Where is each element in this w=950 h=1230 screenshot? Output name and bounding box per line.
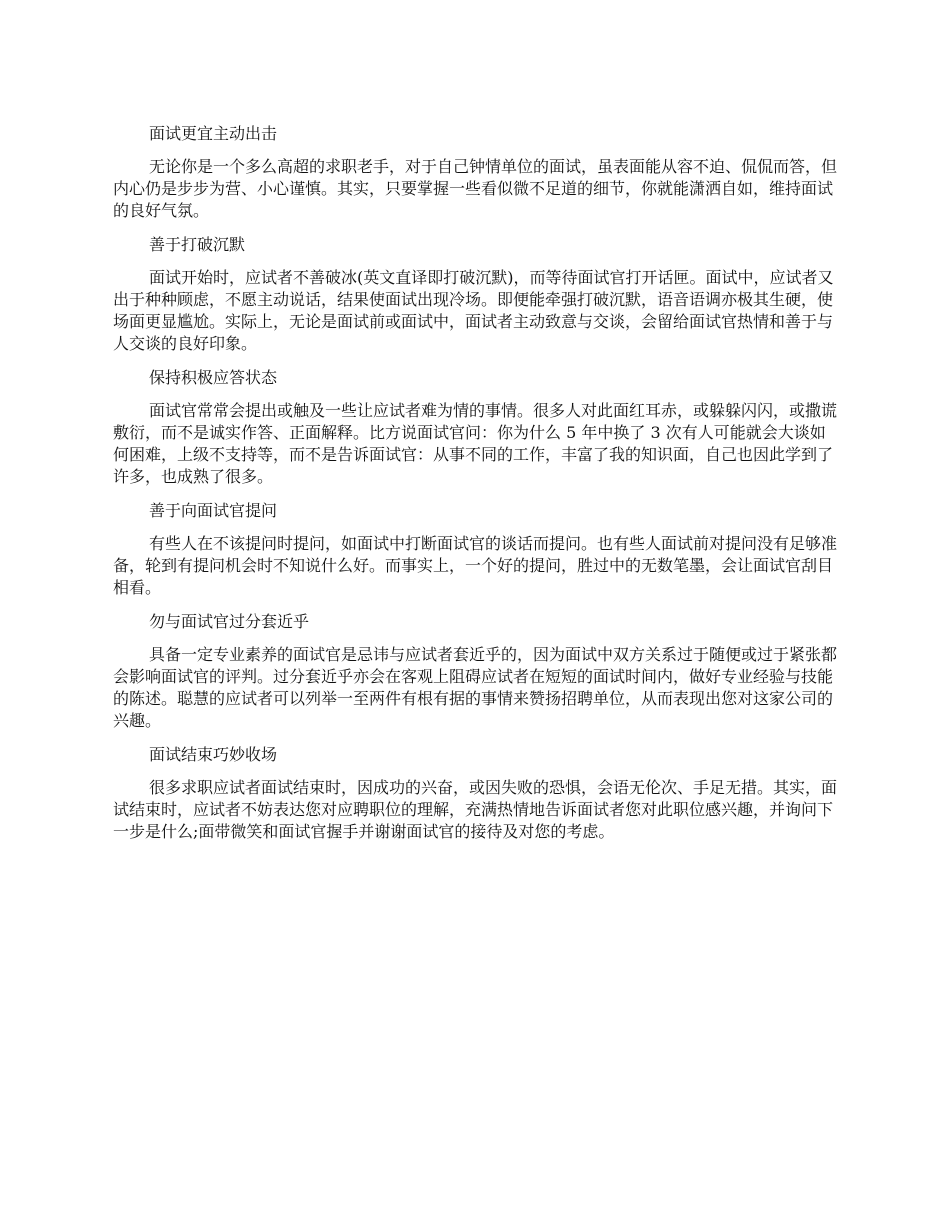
- section-paragraph: 具备一定专业素养的面试官是忌讳与应试者套近乎的，因为面试中双方关系过于随便或过于紧张都会影响面试官的评判。过分套近乎亦会在客观上阻碍应试者在短短的面试时间内，做好专业经验与技能的陈述。聪慧的应试者可以列举一至两件有根有据的事情来赞扬招聘单位，从而表现出您对这家公司的兴趣。: [113, 645, 838, 730]
- section-heading: 勿与面试官过分套近乎: [149, 612, 310, 631]
- section-heading: 善于打破沉默: [149, 235, 246, 254]
- section-heading: 面试更宜主动出击: [149, 124, 278, 143]
- section-1: [113, 122, 838, 222]
- section-paragraph: 无论你是一个多么高超的求职老手，对于自己钟情单位的面试，虽表面能从容不迫、侃侃而答，但内心仍是步步为营、小心谨慎。其实，只要掌握一些看似微不足道的细节，你就能潇洒自如，维持面试的良好气氛。: [113, 157, 838, 220]
- section-4: [113, 499, 838, 599]
- section-5: [113, 610, 838, 732]
- section-3: [113, 366, 838, 488]
- section-paragraph: 面试官常常会提出或触及一些让应试者难为情的事情。很多人对此面红耳赤，或躲躲闪闪，或撒谎敷衍，而不是诚实作答、正面解释。比方说面试官问：你为什么 5 年中换了 3 次有人可能就会大谈如何困难，上级不支持等，而不是告诉面试官：从事不同的工作，丰富了我的知识面，自己也因此学到了许多，也成熟了很多。: [113, 401, 838, 486]
- section-heading: 面试结束巧妙收场: [149, 745, 278, 764]
- section-6: [113, 743, 838, 843]
- section-heading: 保持积极应答状态: [149, 368, 278, 387]
- section-paragraph: 很多求职应试者面试结束时，因成功的兴奋，或因失败的恐惧，会语无伦次、手足无措。其实，面试结束时，应试者不妨表达您对应聘职位的理解，充满热情地告诉面试者您对此职位感兴趣，并询问下一步是什么;面带微笑和面试官握手并谢谢面试官的接待及对您的考虑。: [113, 778, 838, 841]
- section-2: [113, 233, 838, 355]
- section-heading: 善于向面试官提问: [149, 501, 278, 520]
- section-paragraph: 面试开始时，应试者不善破冰(英文直译即打破沉默)，而等待面试官打开话匣。面试中，应试者又出于种种顾虑，不愿主动说话，结果使面试出现冷场。即便能牵强打破沉默，语音语调亦极其生硬，使场面更显尴尬。实际上，无论是面试前或面试中，面试者主动致意与交谈，会留给面试官热情和善于与人交谈的良好印象。: [113, 268, 834, 353]
- section-paragraph: 有些人在不该提问时提问，如面试中打断面试官的谈话而提问。也有些人面试前对提问没有足够准备，轮到有提问机会时不知说什么好。而事实上，一个好的提问，胜过中的无数笔墨，会让面试官刮目相看。: [113, 534, 838, 597]
